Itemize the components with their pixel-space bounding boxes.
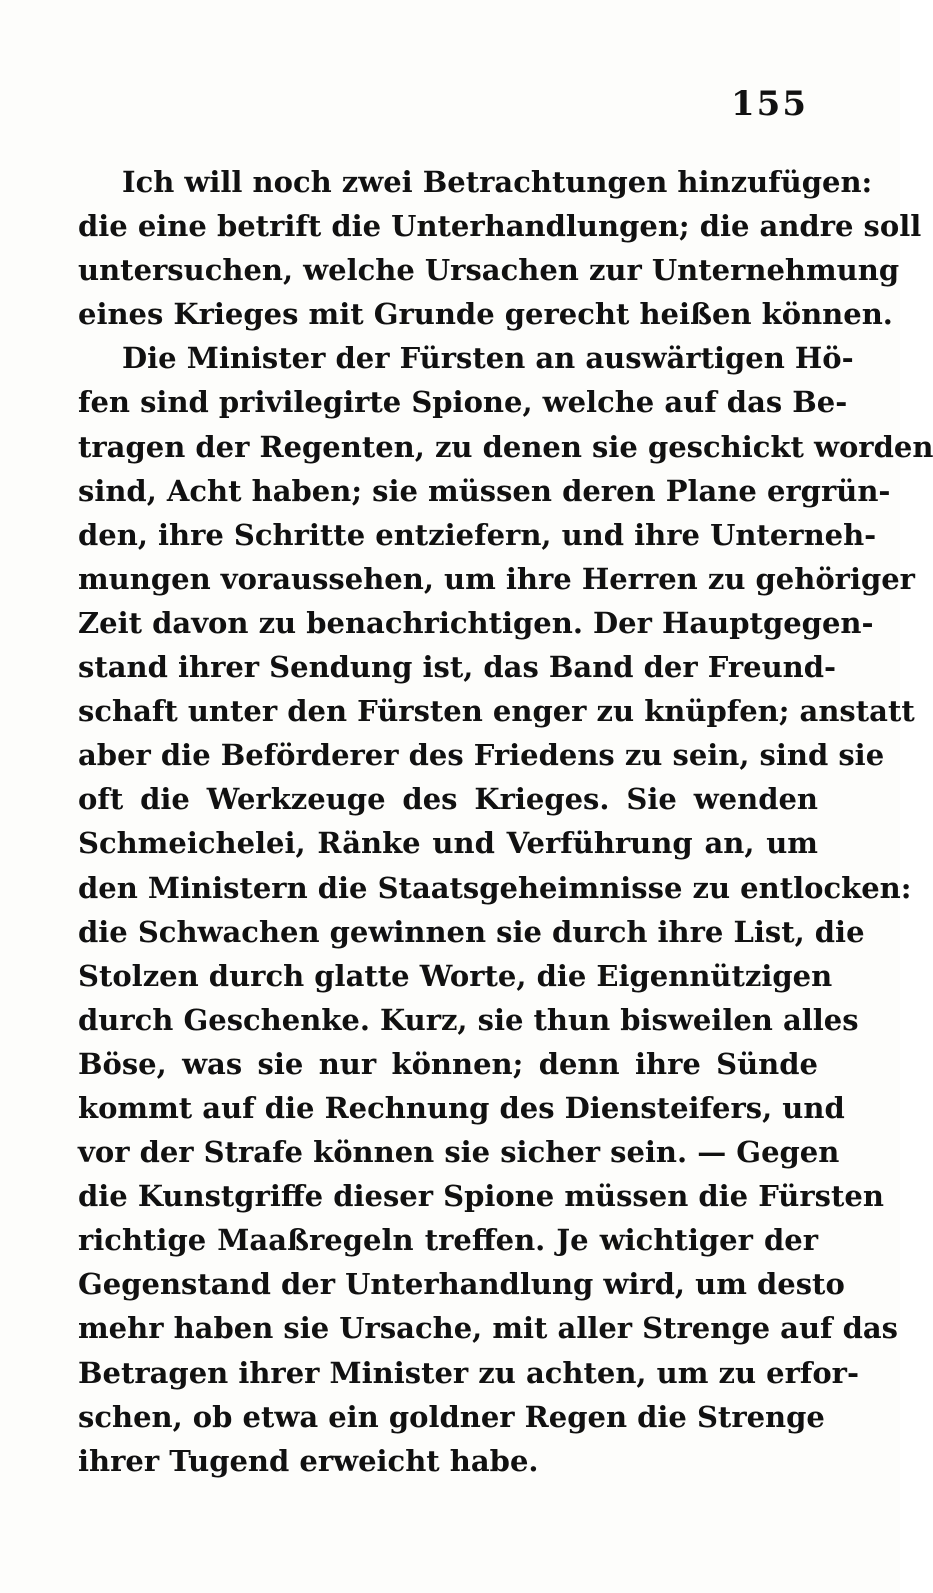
- text-line: stand ihrer Sendung ist, das Band der Freund-: [78, 650, 837, 685]
- text-line: fen sind privilegirte Spione, welche auf das Be-: [78, 385, 848, 420]
- text-line: Stolzen durch glatte Worte, die Eigennützigen: [78, 958, 833, 993]
- text-line: die Kunstgriffe dieser Spione müssen die Fürsten: [78, 1179, 884, 1214]
- text-line: den Ministern die Staatsgeheimnisse zu entlocken:: [78, 870, 912, 905]
- text-line: Ich will noch zwei Betrachtungen hinzufügen:: [122, 165, 873, 199]
- text-line: eines Krieges mit Grunde gerecht heißen können.: [78, 297, 893, 332]
- text-line: den, ihre Schritte entziefern, und ihre Unterneh-: [78, 517, 877, 552]
- text-line: sind, Acht haben; sie müssen deren Plane ergrün-: [78, 473, 891, 508]
- text-line: Zeit davon zu benachrichtigen. Der Hauptgegen-: [78, 605, 874, 640]
- text-line: Gegenstand der Unterhandlung wird, um desto: [78, 1267, 845, 1302]
- text-line: richtige Maaßregeln treffen. Je wichtiger der: [78, 1223, 818, 1258]
- text-line: mehr haben sie Ursache, mit aller Strenge auf das: [78, 1311, 899, 1346]
- text-line: durch Geschenke. Kurz, sie thun bisweilen alles: [78, 1002, 859, 1037]
- body-text: [78, 160, 933, 1483]
- text-line: Böse, was sie nur können; denn ihre Sünde: [78, 1046, 818, 1081]
- text-line: schaft unter den Fürsten enger zu knüpfen; anstatt: [78, 694, 915, 729]
- text-line: vor der Strafe können sie sicher sein. — Gegen: [78, 1135, 840, 1170]
- text-line: aber die Beförderer des Friedens zu sein, sind sie: [78, 738, 885, 773]
- text-line: mungen voraussehen, um ihre Herren zu gehöriger: [78, 561, 915, 596]
- text-line: Betragen ihrer Minister zu achten, um zu erfor-: [78, 1355, 859, 1390]
- text-line: Die Minister der Fürsten an auswärtigen Hö-: [122, 341, 854, 376]
- paragraph-1: [78, 160, 922, 336]
- text-line: untersuchen, welche Ursachen zur Unternehmung: [78, 253, 900, 288]
- text-line: Schmeichelei, Ränke und Verführung an, um: [78, 826, 818, 861]
- text-line: kommt auf die Rechnung des Diensteifers, und: [78, 1090, 845, 1125]
- text-line: die eine betrift die Unterhandlungen; die andre soll: [78, 209, 922, 244]
- text-line: oft die Werkzeuge des Krieges. Sie wenden: [78, 782, 818, 817]
- text-line: die Schwachen gewinnen sie durch ihre List, die: [78, 914, 865, 949]
- page-number: 155: [731, 84, 808, 124]
- paragraph-2: [78, 336, 933, 1482]
- text-line: schen, ob etwa ein goldner Regen die Strenge: [78, 1399, 825, 1434]
- text-line: tragen der Regenten, zu denen sie geschickt worden: [78, 429, 933, 464]
- text-line: ihrer Tugend erweicht habe.: [78, 1443, 539, 1478]
